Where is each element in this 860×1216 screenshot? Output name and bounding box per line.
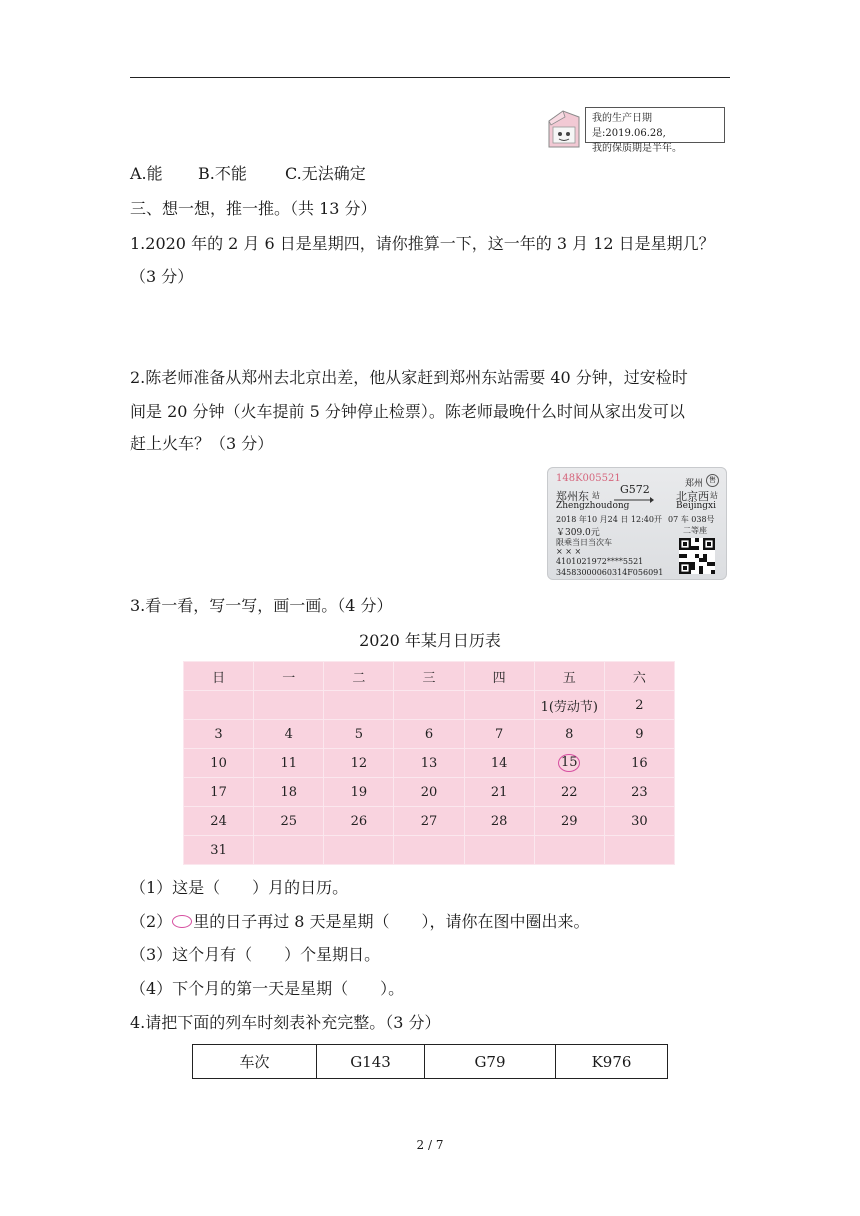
day-cell — [254, 836, 324, 865]
weekday-cell: 四 — [464, 662, 534, 691]
day-cell: 14 — [464, 749, 534, 778]
milk-note-line2: 我的保质期是半年。 — [592, 143, 682, 154]
day-cell: 28 — [464, 807, 534, 836]
ticket-train-number: G572 — [620, 483, 650, 496]
q3-sub3: （3）这个月有（ ）个星期日。 — [130, 945, 381, 964]
timetable-cell: G143 — [317, 1045, 425, 1079]
calendar-title: 2020 年某月日历表 — [359, 631, 501, 650]
day-cell — [604, 836, 674, 865]
day-cell: 7 — [464, 720, 534, 749]
ticket-from: 郑州东 — [556, 490, 589, 503]
q2-line3: 赶上火车？（3 分） — [130, 434, 274, 453]
day-cell: 26 — [324, 807, 394, 836]
section-3-heading: 三、想一想，推一推。（共 13 分） — [130, 199, 377, 218]
ticket-code: 34583000060314F056091 — [556, 568, 664, 577]
calendar-week-row — [184, 691, 675, 720]
day-cell: 24 — [184, 807, 254, 836]
calendar-week-row — [184, 720, 675, 749]
milk-note-line1: 我的生产日期是:2019.06.28, — [592, 113, 666, 139]
milk-carton-image — [543, 107, 585, 151]
day-cell — [324, 691, 394, 720]
day-cell: 23 — [604, 778, 674, 807]
ticket-from-pinyin: Zhengzhoudong — [556, 501, 630, 511]
day-cell: 19 — [324, 778, 394, 807]
option-a: A.能 — [130, 164, 163, 183]
q3-sub2-prefix: （2） — [130, 912, 173, 931]
ticket-to-suffix: 站 — [710, 491, 718, 500]
q1-line1: 1.2020 年的 2 月 6 日是星期四，请你推算一下，这一年的 3 月 12 日是星期几？ — [130, 234, 715, 253]
calendar-week-row — [184, 807, 675, 836]
day-cell — [464, 691, 534, 720]
day-cell — [464, 836, 534, 865]
timetable-cell: K976 — [556, 1045, 668, 1079]
page-number: 2 / 7 — [416, 1138, 444, 1152]
oval-circle-icon — [172, 915, 192, 928]
weekday-cell: 一 — [254, 662, 324, 691]
timetable-header-row — [193, 1045, 668, 1079]
weekday-cell: 三 — [394, 662, 464, 691]
weekday-cell: 二 — [324, 662, 394, 691]
ticket-from-suffix: 站 — [592, 491, 600, 500]
day-cell: 1(劳动节) — [534, 691, 604, 720]
ticket-class: 二等座 — [683, 526, 707, 535]
header-rule — [130, 77, 730, 78]
ticket-price: ￥309.0元 — [556, 528, 600, 538]
day-cell: 2 — [604, 691, 674, 720]
q3-sub4: （4）下个月的第一天是星期（ ）。 — [130, 979, 405, 998]
calendar-table — [183, 661, 675, 865]
ticket-name: × × × — [556, 547, 582, 556]
train-ticket — [547, 467, 727, 580]
q3-sub2 — [130, 911, 590, 933]
ticket-issuer: 郑州 — [685, 479, 704, 489]
day-cell: 9 — [604, 720, 674, 749]
ticket-note: 限乘当日当次车 — [556, 538, 612, 547]
calendar-week-row — [184, 749, 675, 778]
weekday-cell: 日 — [184, 662, 254, 691]
day-cell — [394, 691, 464, 720]
q3-sub1: （1）这是（ ）月的日历。 — [130, 878, 349, 897]
ticket-seat: 07 车 038号 — [668, 515, 715, 524]
day-cell — [254, 691, 324, 720]
day-cell: 29 — [534, 807, 604, 836]
day-cell — [184, 691, 254, 720]
day-cell: 20 — [394, 778, 464, 807]
day-cell: 4 — [254, 720, 324, 749]
qr-code-icon — [679, 538, 715, 574]
ticket-to: 北京西 — [676, 490, 709, 503]
day-cell: 10 — [184, 749, 254, 778]
day-cell: 31 — [184, 836, 254, 865]
q2-line1: 2.陈老师准备从郑州去北京出差，他从家赶到郑州东站需要 40 分钟，过安检时 — [130, 368, 688, 387]
calendar-weekday-row — [184, 662, 675, 691]
milk-date-note — [585, 107, 725, 154]
q3-heading: 3.看一看，写一写，画一画。（4 分） — [130, 596, 393, 615]
timetable-cell: 车次 — [193, 1045, 317, 1079]
day-cell: 17 — [184, 778, 254, 807]
calendar-week-row — [184, 778, 675, 807]
day-cell: 30 — [604, 807, 674, 836]
day-cell: 13 — [394, 749, 464, 778]
day-cell: 12 — [324, 749, 394, 778]
weekday-cell: 五 — [534, 662, 604, 691]
q1-line2: （3 分） — [130, 267, 194, 286]
day-cell: 11 — [254, 749, 324, 778]
timetable-cell: G79 — [425, 1045, 556, 1079]
day-cell: 25 — [254, 807, 324, 836]
day-cell: 27 — [394, 807, 464, 836]
day-cell: 16 — [604, 749, 674, 778]
q2-line2: 间是 20 分钟（火车提前 5 分钟停止检票）。陈老师最晚什么时间从家出发可以 — [130, 402, 685, 421]
day-cell — [394, 836, 464, 865]
weekday-cell: 六 — [604, 662, 674, 691]
day-cell: 6 — [394, 720, 464, 749]
day-cell — [534, 836, 604, 865]
ticket-issuer-badge: 售 — [706, 474, 719, 487]
ticket-serial: 148K005521 — [556, 473, 621, 484]
option-b: B.不能 — [198, 164, 247, 183]
day-cell: 8 — [534, 720, 604, 749]
ticket-to-pinyin: Beijingxi — [676, 501, 716, 511]
ticket-id: 4101021972****5521 — [556, 557, 644, 566]
calendar-week-row — [184, 836, 675, 865]
q3-sub2-text: 里的日子再过 8 天是星期（ ），请你在图中圈出来。 — [193, 912, 590, 931]
option-c: C.无法确定 — [285, 164, 366, 183]
day-cell: 5 — [324, 720, 394, 749]
q4-heading: 4.请把下面的列车时刻表补充完整。（3 分） — [130, 1013, 441, 1032]
circled-day: 15 — [558, 754, 580, 772]
day-cell-circled — [534, 749, 604, 778]
day-cell: 21 — [464, 778, 534, 807]
day-cell: 3 — [184, 720, 254, 749]
day-cell: 18 — [254, 778, 324, 807]
timetable — [192, 1044, 668, 1079]
day-cell: 22 — [534, 778, 604, 807]
ticket-datetime: 2018 年10 月24 日 12:40开 — [556, 515, 662, 524]
day-cell — [324, 836, 394, 865]
